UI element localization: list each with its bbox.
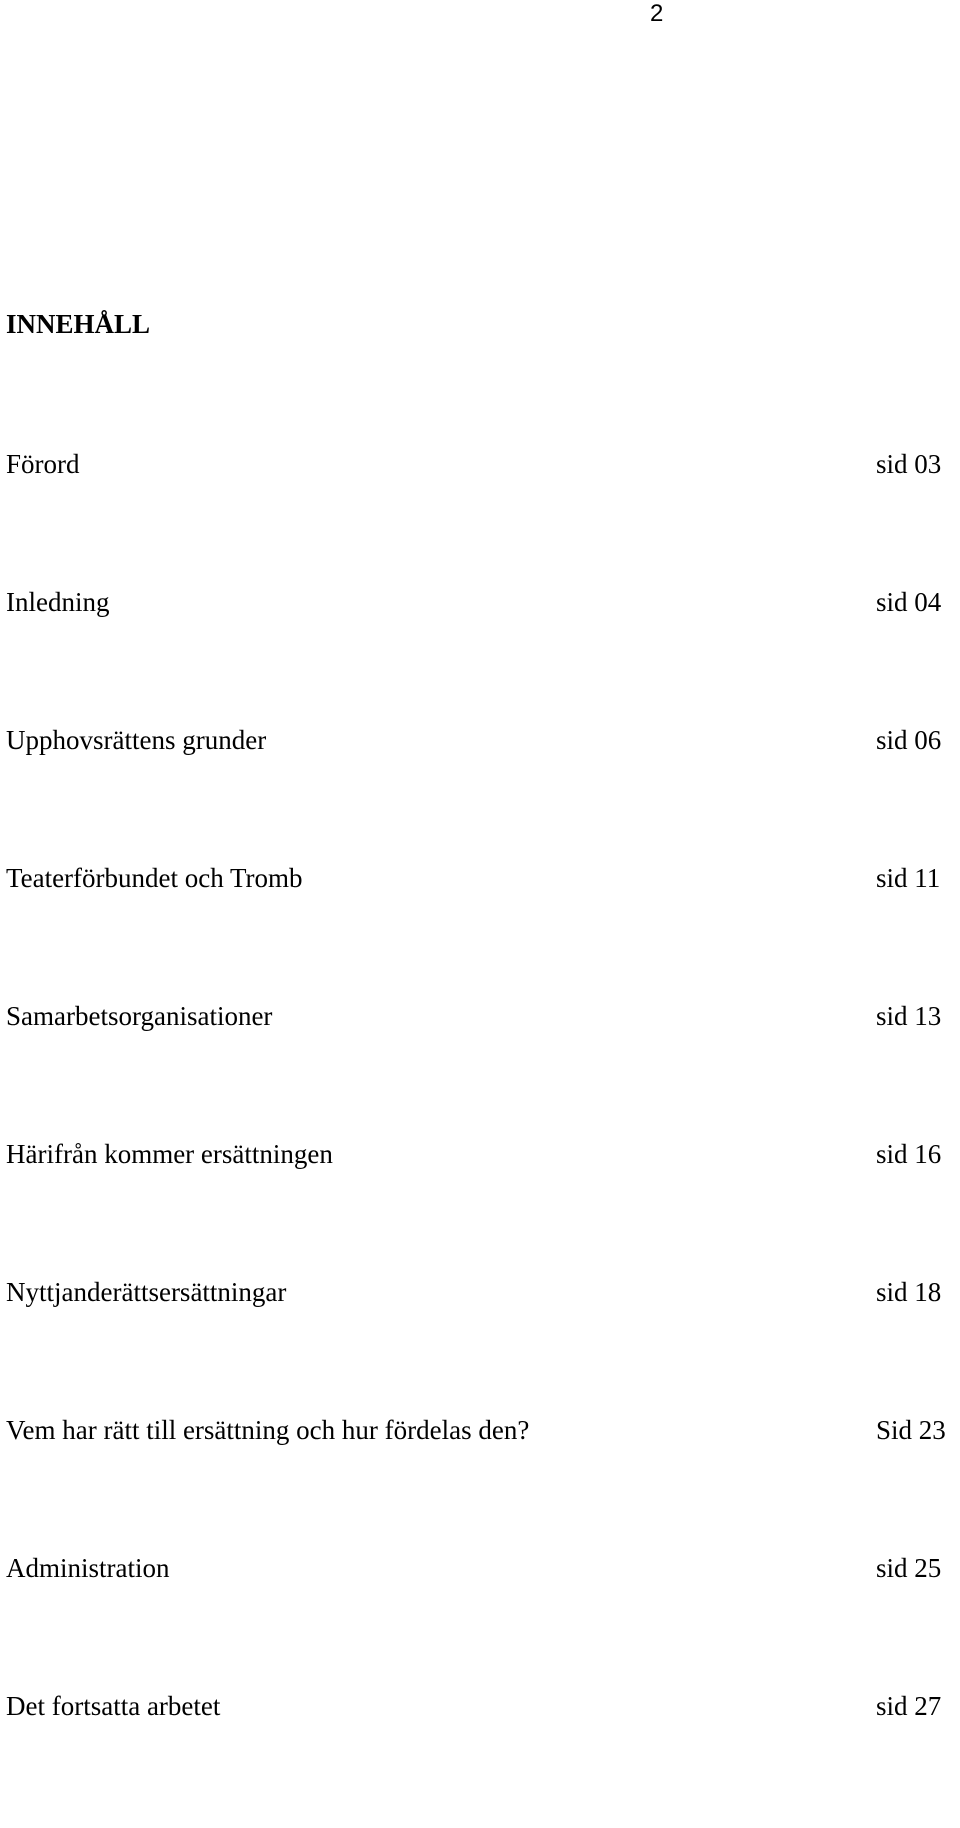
- toc-list: [6, 448, 958, 1828]
- toc-entry-teaterforbundet-och-tromb: [6, 862, 958, 1000]
- toc-entry-page: Sid 23: [876, 1415, 946, 1445]
- toc-title: INNEHÅLL: [6, 309, 151, 339]
- toc-entry-samarbetsorganisationer: [6, 1000, 958, 1138]
- toc-entry-title: Nyttjanderättsersättningar: [6, 1277, 287, 1307]
- toc-entry-administration: [6, 1552, 958, 1690]
- toc-entry-upphovsrattens-grunder: [6, 724, 958, 862]
- toc-entry-page: sid 16: [876, 1139, 942, 1169]
- toc-entry-title: Det fortsatta arbetet: [6, 1691, 221, 1721]
- toc-entry-title: Härifrån kommer ersättningen: [6, 1139, 333, 1169]
- toc-entry-title: Administration: [6, 1553, 170, 1583]
- toc-entry-nyttjanderattsersattningar: [6, 1276, 958, 1414]
- toc-entry-page: sid 04: [876, 587, 942, 617]
- toc-entry-page: sid 13: [876, 1001, 942, 1031]
- toc-entry-inledning: [6, 586, 958, 724]
- toc-entry-vem-har-ratt-till-ersattning: [6, 1414, 958, 1552]
- page-number: 2: [650, 0, 664, 27]
- toc-entry-page: sid 11: [876, 863, 941, 893]
- toc-entry-page: sid 03: [876, 449, 942, 479]
- toc-entry-forord: [6, 448, 958, 586]
- toc-entry-page: sid 27: [876, 1691, 942, 1721]
- toc-entry-page: sid 06: [876, 725, 942, 755]
- toc-entry-det-fortsatta-arbetet: [6, 1690, 958, 1828]
- toc-entry-title: Upphovsrättens grunder: [6, 725, 267, 755]
- toc-entry-title: Teaterförbundet och Tromb: [6, 863, 303, 893]
- toc-entry-harifran-kommer-ersattningen: [6, 1138, 958, 1276]
- toc-entry-page: sid 18: [876, 1277, 942, 1307]
- toc-entry-title: Vem har rätt till ersättning och hur fördelas den?: [6, 1415, 530, 1445]
- toc-entry-title: Samarbetsorganisationer: [6, 1001, 273, 1031]
- toc-entry-title: Inledning: [6, 587, 110, 617]
- toc-entry-page: sid 25: [876, 1553, 942, 1583]
- toc-entry-title: Förord: [6, 449, 80, 479]
